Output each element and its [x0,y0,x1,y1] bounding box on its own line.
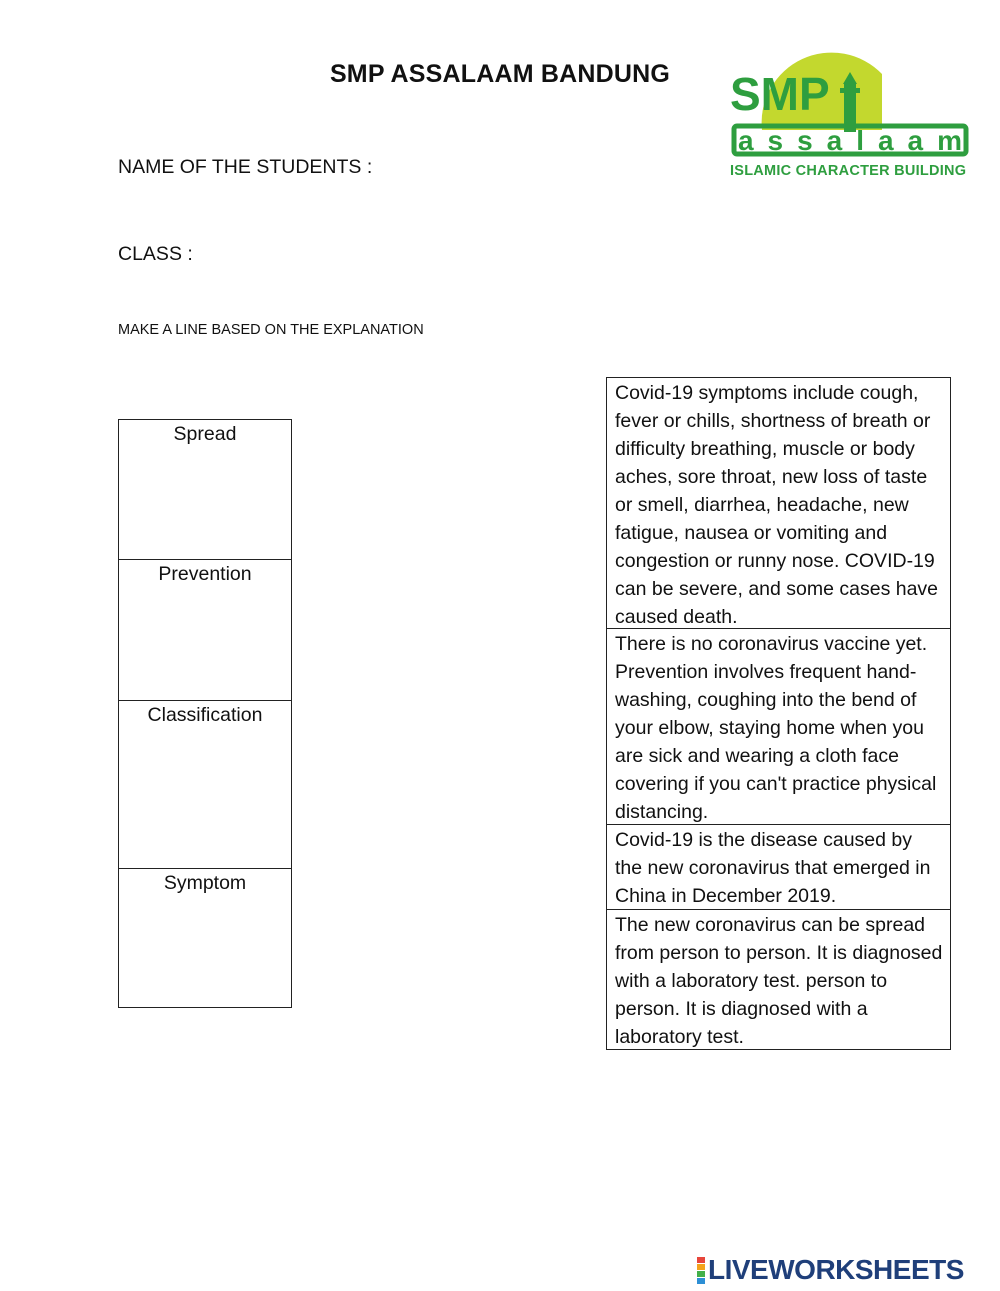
explanation-text: The new coronavirus can be spread from person to person. It is diagnosed with a laboratory test. person to person. It is diagnosed with a laboratory test. [615,914,943,1048]
explanation-text: Covid-19 symptoms include cough, fever or chills, shortness of breath or difficulty breathing, muscle or body aches, sore throat, new loss of taste or smell, diarrhea, headache, new fatigue, nausea or vomiting and congestion or runny nose. COVID-19 can be severe, and some cases have caused death. [615,382,939,628]
school-logo [726,44,972,184]
explanation-box-classification[interactable] [606,825,951,910]
instruction-text: MAKE A LINE BASED ON THE EXPLANATION [118,322,424,338]
class-label: CLASS : [118,243,193,265]
explanation-box-prevention[interactable] [606,629,951,825]
topic-box-prevention[interactable] [118,560,292,701]
student-name-label: NAME OF THE STUDENTS : [118,156,373,178]
logo-tagline-text: ISLAMIC CHARACTER BUILDING [730,163,966,179]
logo-smp-text: SMP [730,68,830,120]
liveworksheets-logo [697,1254,964,1286]
topic-box-classification[interactable] [118,701,292,869]
liveworksheets-brand-text: LIVEWORKSHEETS [708,1254,964,1285]
topic-label: Prevention [158,563,252,585]
logo-assalaam-lettering: assalaam [738,125,962,156]
topic-label: Spread [173,423,237,445]
page-title: SMP ASSALAAM BANDUNG [329,60,671,88]
explanation-box-symptoms[interactable] [606,377,951,629]
explanation-text: Covid-19 is the disease caused by the new coronavirus that emerged in China in December 2019. [615,829,931,907]
explanation-box-spread[interactable] [606,910,951,1050]
explanation-text: There is no coronavirus vaccine yet. Prevention involves frequent hand-washing, coughing into the bend of your elbow, staying home when you are sick and wearing a cloth face covering if you can't practice physical distancing. [615,633,937,823]
topic-box-spread[interactable] [118,419,292,560]
topic-box-symptom[interactable] [118,869,292,1008]
topic-label: Symptom [163,872,247,894]
topic-label: Classification [147,704,263,726]
live-blocks-icon [697,1257,705,1284]
